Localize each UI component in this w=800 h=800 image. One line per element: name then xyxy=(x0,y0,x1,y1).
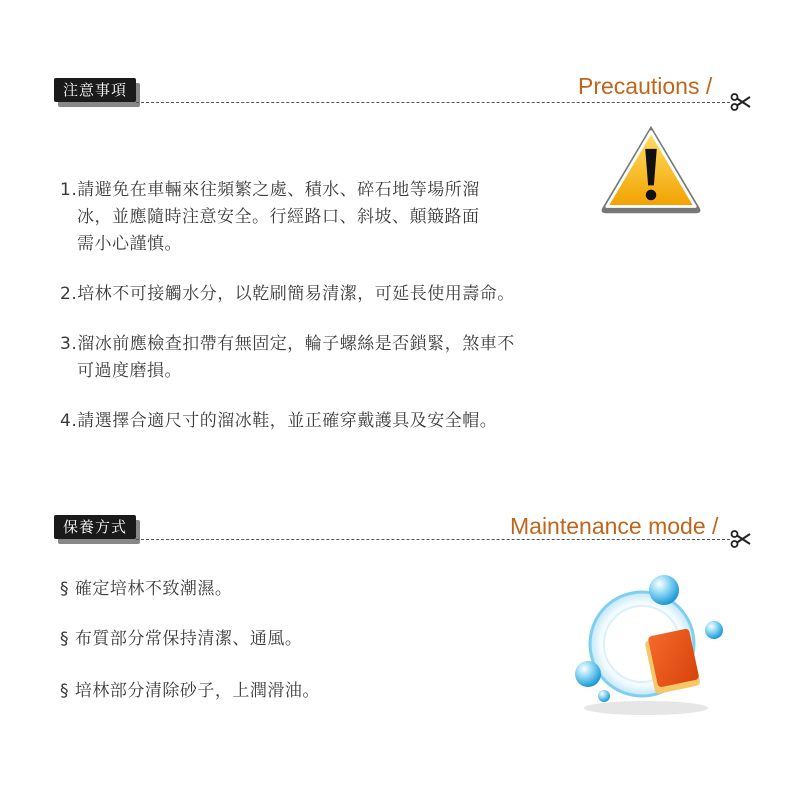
maintenance-item-2: § 布質部分常保持清潔、通風。 xyxy=(60,629,303,649)
scissors-icon xyxy=(730,92,752,112)
precautions-divider xyxy=(136,102,730,103)
maintenance-item-3: § 培林部分清除砂子，上潤滑油。 xyxy=(60,681,320,701)
precautions-header xyxy=(54,73,754,118)
precaution-item-1: 1.請避免在車輛來往頻繁之處、積水、碎石地等場所溜 冰，並應隨時注意安全。行經路口、斜坡、顛簸路面 需小心謹慎。 xyxy=(60,180,480,254)
precaution-item-3: 3.溜冰前應檢查扣帶有無固定，輪子螺絲是否鎖緊，煞車不 可過度磨損。 xyxy=(60,334,515,381)
precautions-title: Precautions / xyxy=(578,73,713,99)
warning-triangle-icon xyxy=(598,122,704,218)
precaution-item-4: 4.請選擇合適尺寸的溜冰鞋，並正確穿戴護具及安全帽。 xyxy=(60,411,498,431)
cleaning-bubbles-sponge-icon xyxy=(566,570,726,720)
maintenance-title: Maintenance mode / xyxy=(510,513,719,539)
precaution-item-2: 2.培林不可接觸水分，以乾刷簡易清潔，可延長使用壽命。 xyxy=(60,284,515,304)
scissors-icon xyxy=(730,529,752,549)
maintenance-item-1: § 確定培林不致潮濕。 xyxy=(60,579,233,599)
maintenance-divider xyxy=(136,539,730,540)
maintenance-tag: 保養方式 xyxy=(54,515,136,539)
maintenance-header xyxy=(54,515,754,555)
precautions-tag: 注意事項 xyxy=(54,78,136,102)
